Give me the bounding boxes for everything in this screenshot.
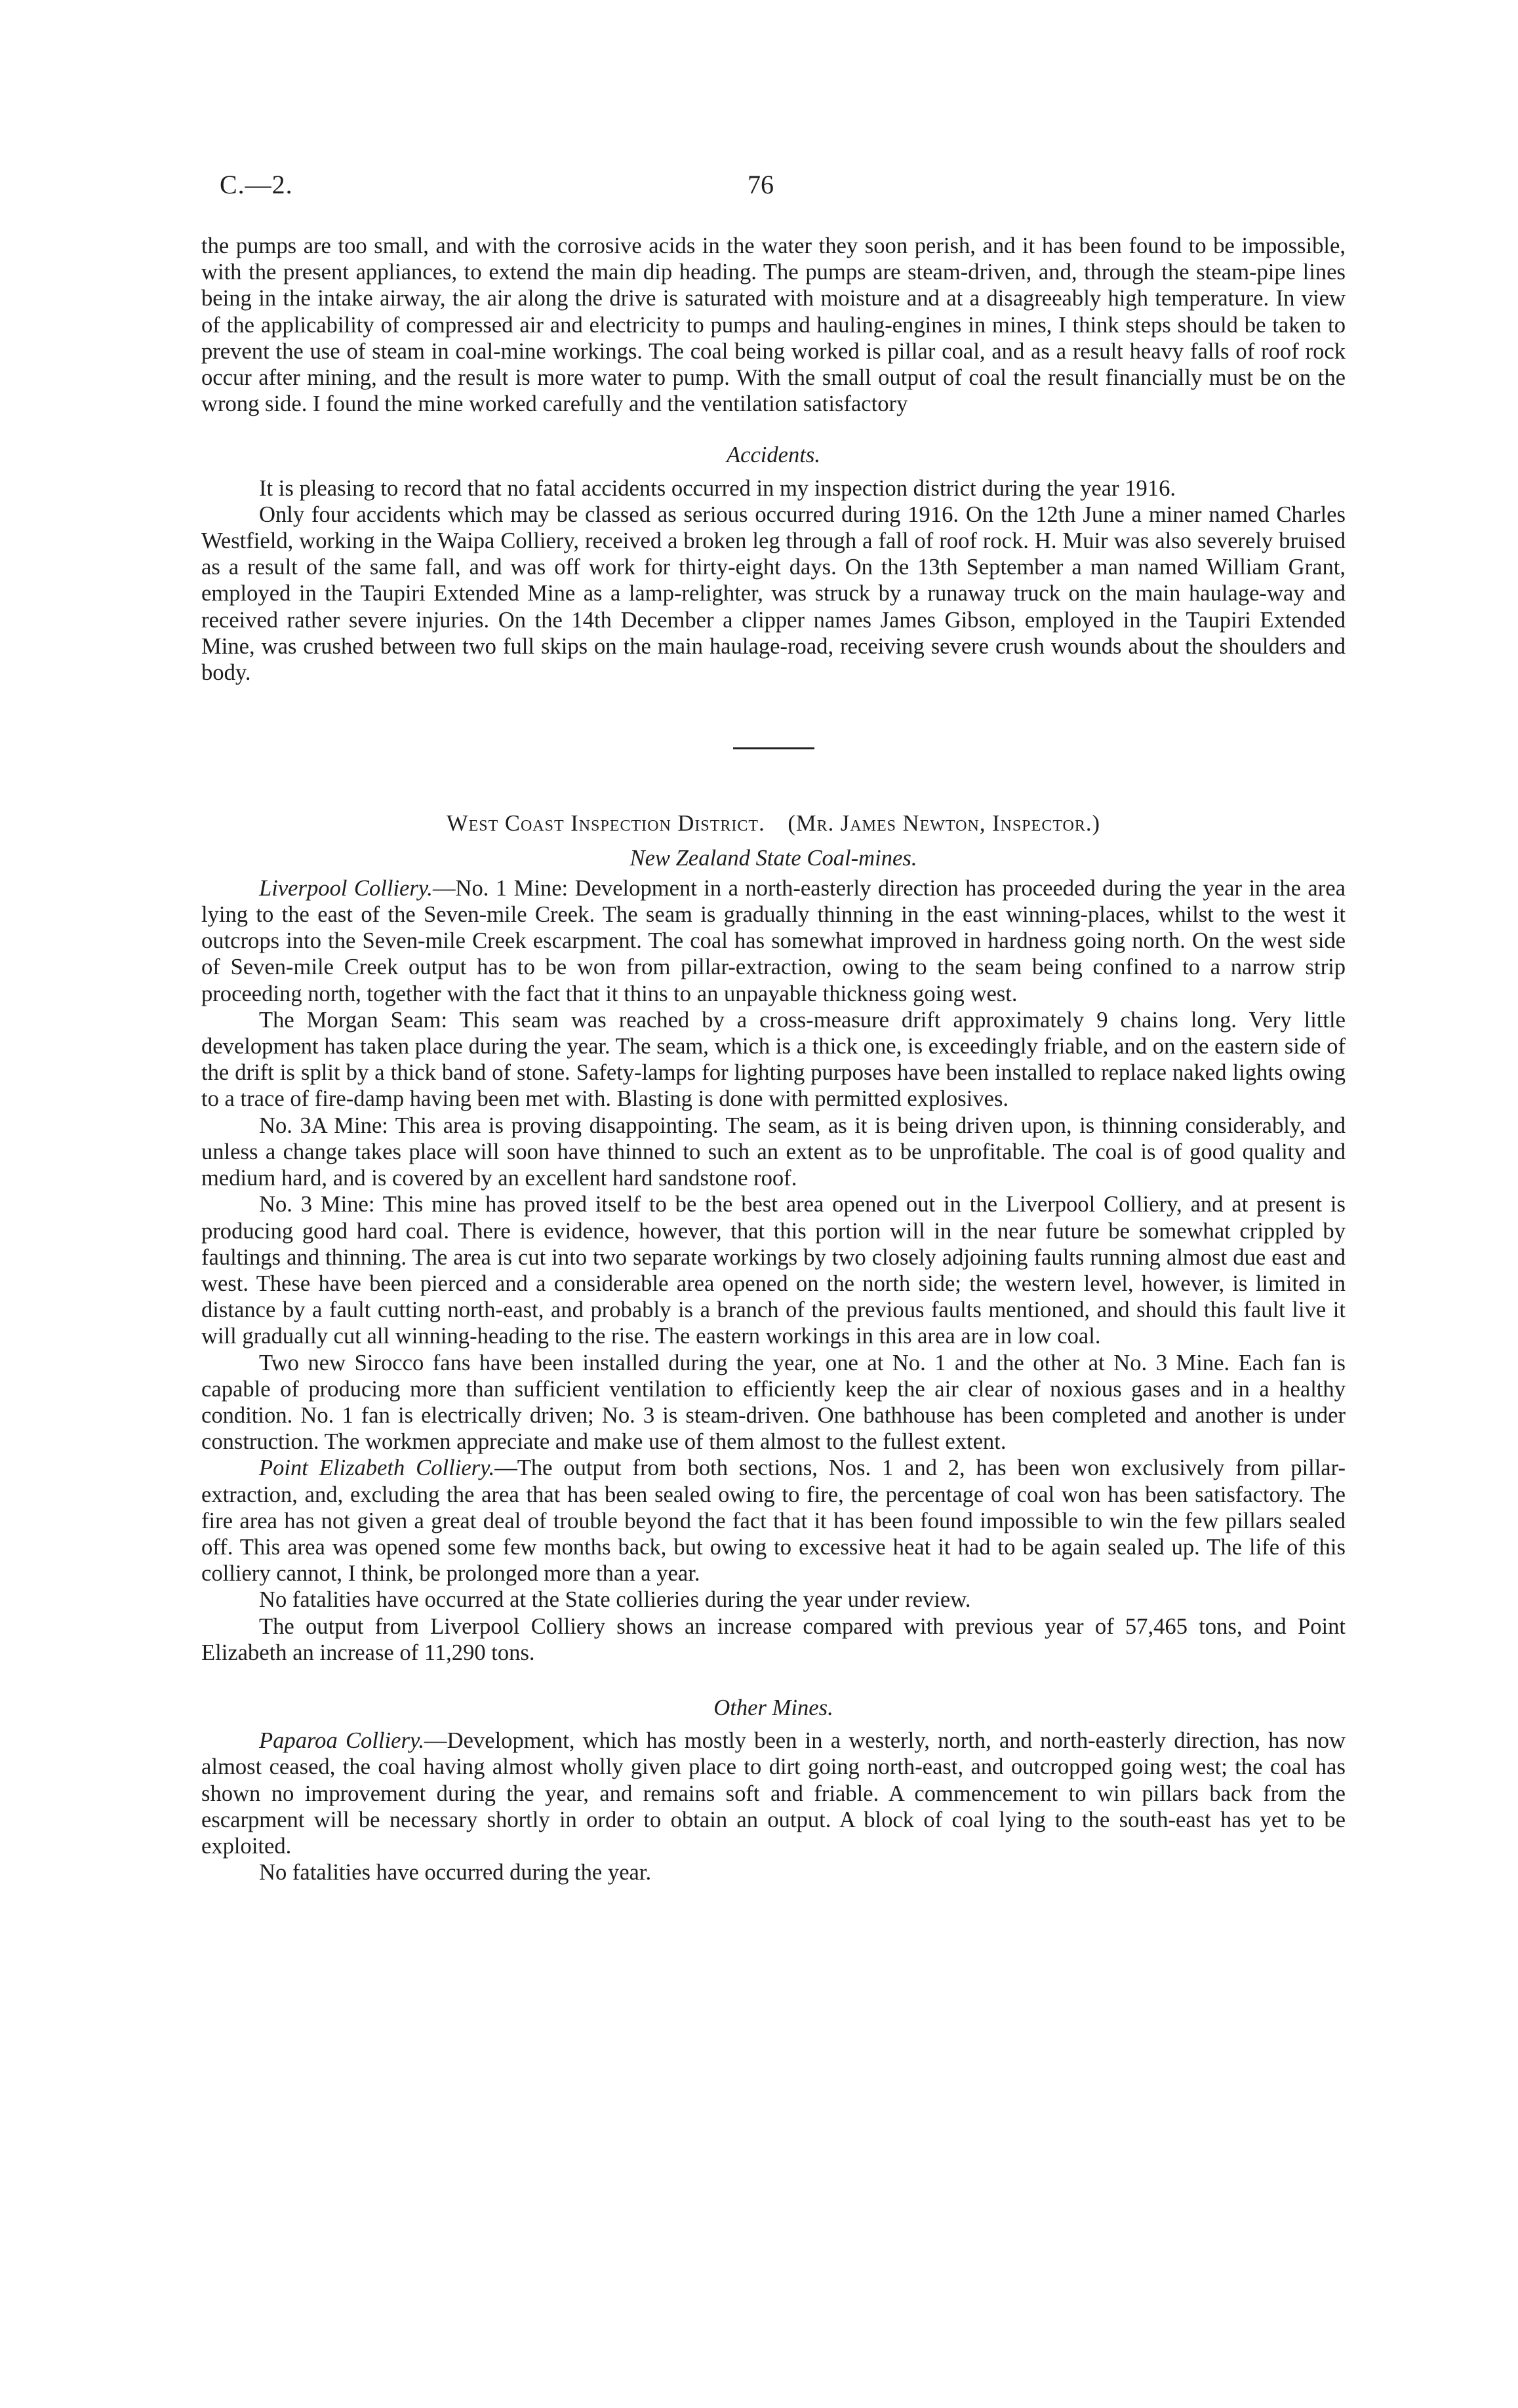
intro-paragraph: the pumps are too small, and with the corrosive acids in the water they soon perish, and it has been found to be impossible, with the present appliances, to extend the main dip heading. The pumps are steam-driven, and, through the steam-pipe lines being in the intake airway, the air along the drive is saturated with moisture and at a disagreeably high temperature. In view of the applicability of compressed air and electricity to pumps and hauling-engines in mines, I think steps should be taken to prevent the use of steam in coal-mine workings. The coal being worked is pillar coal, and as a result heavy falls of roof rock occur after mining, and the result is more water to pump. With the small output of coal the result financially must be on the wrong side. I found the mine worked carefully and the ventilation satisfactory [201,233,1346,417]
point-elizabeth-run-in: Point Elizabeth Colliery. [259,1455,495,1481]
district-heading [201,810,1346,837]
liverpool-run-in: Liverpool Colliery. [259,875,433,901]
no3-mine-paragraph: No. 3 Mine: This mine has proved itself to be the best area opened out in the Liverpool Colliery, and at present is producing good hard coal. There is evidence, however, that this portion will in the near future be somewhat crippled by faultings and thinning. The area is cut into two separate workings by two closely adjoining faults running almost due east and west. These have been pierced and a considerable area opened on the north side; the western level, however, is limited in distance by a fault cutting north-east, and probably is a branch of the previous faults mentioned, and should this fault live it will gradually cut all winning-heading to the rise. The eastern workings in this area are in low coal. [201,1192,1346,1349]
accidents-paragraph-2: Only four accidents which may be classed as serious occurred during 1916. On the 12th June a miner named Charles Westfield, working in the Waipa Colliery, received a broken leg through a fall of roof rock. H. Muir was also severely bruised as a result of the same fall, and was off work for thirty-eight days. On the 13th September a man named William Grant, employed in the Taupiri Extended Mine as a lamp-relighter, was struck by a runaway truck on the main haulage-way and received rather severe injuries. On the 14th December a clipper names James Gibson, employed in the Taupiri Extended Mine, was crushed between two full skips on the main haulage-road, receiving severe crush wounds about the shoulders and body. [201,502,1346,686]
accidents-heading: Accidents. [726,443,821,468]
page-header [220,169,1302,208]
state-coal-mines-heading: New Zealand State Coal-mines. [629,845,917,871]
paparoa-paragraph [201,1727,1346,1859]
other-fatalities-paragraph: No fatalities have occurred during the year. [259,1860,652,1885]
district-title: West Coast Inspection District. [446,811,765,837]
state-fatalities-paragraph: No fatalities have occurred at the State collieries during the year under review. [259,1587,971,1613]
no3a-mine-paragraph: No. 3A Mine: This area is proving disappointing. The seam, as it is being driven upon, is thinning considerably, and unless a change takes place will soon have thinned to such an extent as to be unprofitable. The coal is of good quality and medium hard, and is covered by an excellent hard sandstone roof. [201,1113,1346,1191]
paparoa-run-in: Paparoa Colliery. [259,1728,425,1754]
page-number: 76 [748,170,774,199]
liverpool-paragraph [201,875,1346,1007]
point-elizabeth-paragraph [201,1455,1346,1587]
point-elizabeth-text: —The output from both sections, Nos. 1 and 2, has been won exclusively from pillar-extraction, and, excluding the area that has been sealed owing to fire, the percentage of coal won has been satisfactory. The fire area has not given a great deal of trouble beyond the fact that it has been found impossible to win the few pillars sealed off. This area was opened some few months back, but owing to excessive heat it had to be again sealed up. The life of this colliery cannot, I think, be prolonged more than a year. [201,1455,1346,1587]
fans-paragraph: Two new Sirocco fans have been installed during the year, one at No. 1 and the other at No. 3 Mine. Each fan is capable of producing more than sufficient ventilation to efficiently keep the air clear of noxious gases and in a healthy condition. No. 1 fan is electrically driven; No. 3 is steam-driven. One bathhouse has been completed and another is under construction. The workmen appreciate and make use of them almost to the fullest extent. [201,1350,1346,1455]
accidents-paragraph-1: It is pleasing to record that no fatal accidents occurred in my inspection district during the year 1916. [259,475,1176,501]
output-paragraph: The output from Liverpool Colliery shows an increase compared with previous year of 57,465 tons, and Point Elizabeth an increase of 11,290 tons. [201,1613,1346,1665]
document-body [201,233,1346,1885]
report-reference: C.—2. [220,170,293,199]
other-mines-heading: Other Mines. [713,1695,833,1720]
morgan-seam-paragraph: The Morgan Seam: This seam was reached by a cross-measure drift approximately 9 chains long. Very little development has taken place during the year. The seam, which is a thick one, is exceedingly friable, and on the eastern side of the drift is split by a thick band of stone. Safety-lamps for lighting purposes have been installed to replace naked lights owing to a trace of fire-damp having been met with. Blasting is done with permitted explosives. [201,1007,1346,1112]
section-divider [201,733,1346,759]
liverpool-text: —No. 1 Mine: Development in a north-easterly direction has proceeded during the year in the area lying to the east of the Seven-mile Creek. The seam is gradually thinning in the east winning-places, whilst to the west it outcrops into the Seven-mile Creek escarpment. The coal has somewhat improved in hardness going north. On the west side of Seven-mile Creek output has to be won from pillar-extraction, owing to the seam being confined to a narrow strip proceeding north, together with the fact that it thins to an unpayable thickness going west. [201,875,1346,1006]
paparoa-text: —Development, which has mostly been in a westerly, north, and north-easterly direction, has now almost ceased, the coal having almost wholly given place to dirt going north-east, and outcropped going west; the coal has shown no improvement during the year, and remains soft and friable. A commencement to win pillars back from the escarpment will be necessary shortly in order to obtain an output. A block of coal lying to the south-east has yet to be exploited. [201,1728,1346,1859]
divider-rule [733,747,814,749]
inspector-name: (Mr. James Newton, Inspector.) [788,811,1101,837]
